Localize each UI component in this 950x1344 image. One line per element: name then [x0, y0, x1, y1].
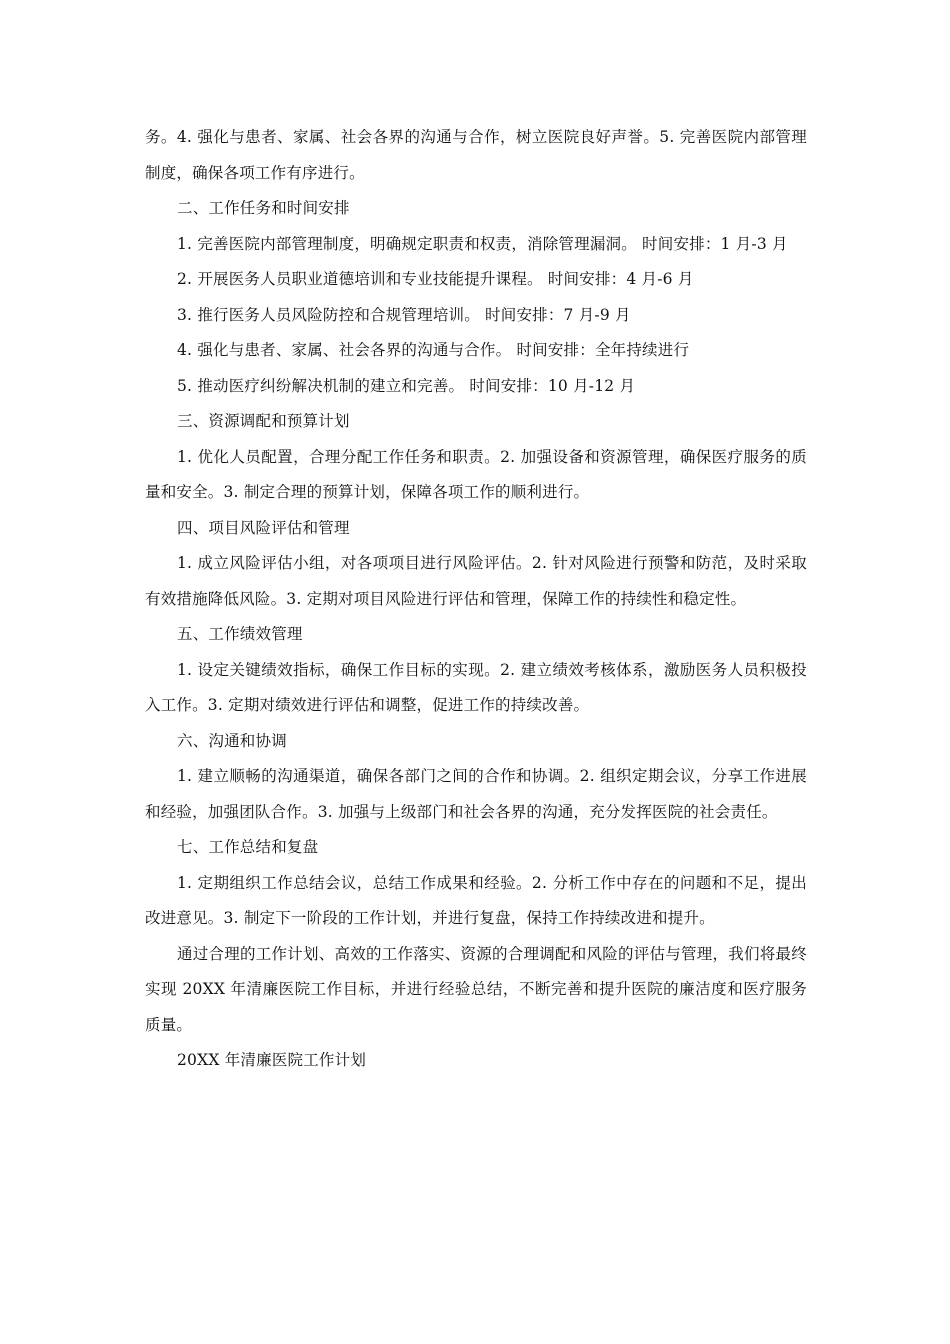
paragraph-continuation: 务。4. 强化与患者、家属、社会各界的沟通与合作，树立医院良好声誉。5. 完善医院内部管理制度，确保各项工作有序进行。: [145, 128, 807, 182]
conclusion-paragraph: 通过合理的工作计划、高效的工作落实、资源的合理调配和风险的评估与管理，我们将最终实现 20XX 年清廉医院工作目标，并进行经验总结，不断完善和提升医院的廉洁度和医疗服务质量。: [145, 944, 807, 1034]
document-page: [145, 120, 807, 1079]
task-item-2: 2. 开展医务人员职业道德培训和专业技能提升课程。 时间安排：4 月-6 月: [177, 270, 694, 288]
section-heading-risk: 四、项目风险评估和管理: [177, 518, 350, 537]
performance-paragraph: 1. 设定关键绩效指标，确保工作目标的实现。2. 建立绩效考核体系，激励医务人员积极投入工作。3. 定期对绩效进行评估和调整，促进工作的持续改善。: [145, 660, 807, 714]
task-item-3: 3. 推行医务人员风险防控和合规管理培训。 时间安排：7 月-9 月: [177, 305, 631, 324]
task-item-4: 4. 强化与患者、家属、社会各界的沟通与合作。 时间安排：全年持续进行: [177, 341, 690, 359]
next-document-title: 20XX 年清廉医院工作计划: [177, 1051, 367, 1069]
section-heading-communication: 六、沟通和协调: [177, 731, 287, 750]
task-item-5: 5. 推动医疗纠纷解决机制的建立和完善。 时间安排：10 月-12 月: [177, 376, 636, 395]
summary-review-paragraph: 1. 定期组织工作总结会议，总结工作成果和经验。2. 分析工作中存在的问题和不足，提出改进意见。3. 制定下一阶段的工作计划，并进行复盘，保持工作持续改进和提升。: [145, 873, 807, 927]
task-item-1: 1. 完善医院内部管理制度，明确规定职责和权责，消除管理漏洞。 时间安排：1 月-3 月: [177, 234, 788, 253]
section-heading-tasks-schedule: 二、工作任务和时间安排: [177, 199, 350, 217]
section-heading-performance: 五、工作绩效管理: [177, 625, 303, 643]
section-heading-resources-budget: 三、资源调配和预算计划: [177, 412, 350, 430]
section-heading-summary-review: 七、工作总结和复盘: [177, 838, 319, 856]
resources-budget-paragraph: 1. 优化人员配置，合理分配工作任务和职责。2. 加强设备和资源管理，确保医疗服务的质量和安全。3. 制定合理的预算计划，保障各项工作的顺利进行。: [145, 447, 807, 501]
risk-paragraph: 1. 成立风险评估小组，对各项项目进行风险评估。2. 针对风险进行预警和防范，及时采取有效措施降低风险。3. 定期对项目风险进行评估和管理，保障工作的持续性和稳定性。: [145, 554, 807, 608]
communication-paragraph: 1. 建立顺畅的沟通渠道，确保各部门之间的合作和协调。2. 组织定期会议，分享工作进展和经验，加强团队合作。3. 加强与上级部门和社会各界的沟通，充分发挥医院的社会责任。: [145, 767, 807, 821]
